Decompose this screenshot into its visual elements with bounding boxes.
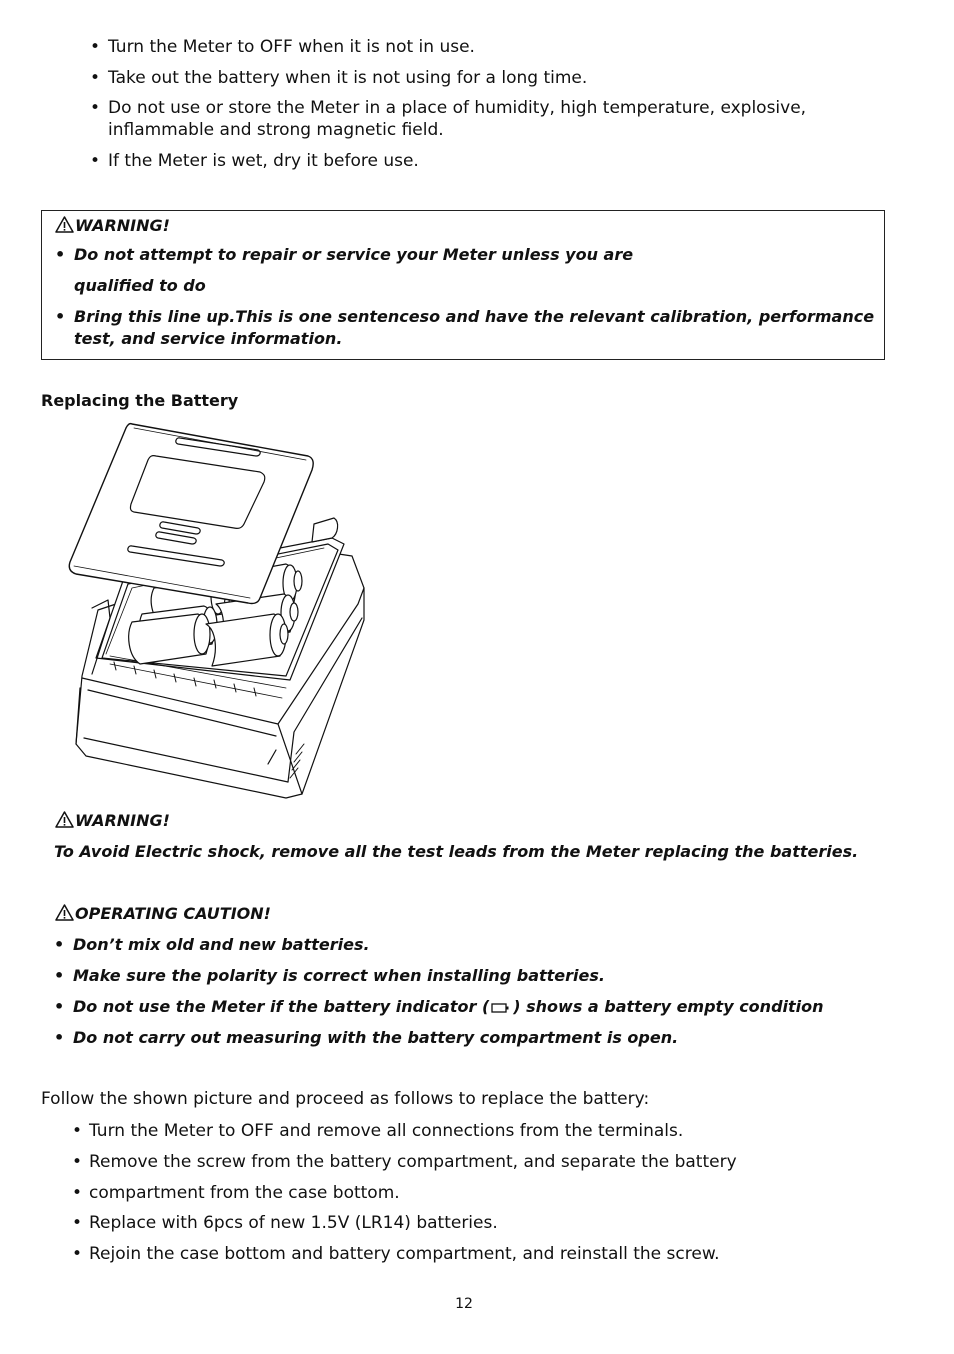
warning-triangle-icon <box>55 811 74 828</box>
warning-box <box>41 210 885 360</box>
bullet: • <box>72 1121 83 1141</box>
bullet: • <box>54 935 65 954</box>
list-item: • Bring this line up.This is one sentenceso and have the relevant calibration, performance test, and service information. <box>55 307 875 348</box>
bullet: • <box>55 245 66 264</box>
procedure-intro: Follow the shown picture and proceed as follows to replace the battery: <box>41 1089 650 1109</box>
warning-list <box>55 244 875 350</box>
caution-title: OPERATING CAUTION! <box>55 904 271 923</box>
list-item: • Turn the Meter to OFF when it is not in use. <box>90 37 475 57</box>
list-item: • Do not attempt to repair or service your Meter unless you are <box>55 245 634 264</box>
list-item: • Don’t mix old and new batteries. <box>54 935 370 954</box>
bullet: • <box>55 307 66 326</box>
list-item-continuation: qualified to do <box>74 276 206 295</box>
battery-compartment-illustration <box>62 418 374 802</box>
list-item: • Do not carry out measuring with the battery compartment is open. <box>54 1028 679 1047</box>
warning-title: WARNING! <box>55 811 170 830</box>
list-item: • compartment from the case bottom. <box>72 1182 400 1203</box>
bullet: • <box>72 1213 83 1234</box>
list-item: • If the Meter is wet, dry it before use. <box>90 150 419 171</box>
bullet: • <box>72 1182 83 1203</box>
bullet: • <box>90 150 101 171</box>
page-number: 12 <box>455 1296 473 1312</box>
battery-empty-icon <box>491 1002 511 1014</box>
bullet: • <box>72 1151 83 1172</box>
list-item: • Remove the screw from the battery compartment, and separate the battery <box>72 1151 737 1172</box>
bullet: • <box>90 37 101 57</box>
list-item: • Turn the Meter to OFF and remove all connections from the terminals. <box>72 1121 684 1141</box>
section-heading: Replacing the Battery <box>41 391 239 410</box>
bullet: • <box>72 1244 83 1265</box>
caution-list <box>54 934 894 1058</box>
bullet: • <box>54 1028 65 1047</box>
warning-triangle-icon <box>55 904 74 921</box>
list-item: • Replace with 6pcs of new 1.5V (LR14) batteries. <box>72 1213 498 1234</box>
bullet: • <box>54 966 65 985</box>
list-item: • Rejoin the case bottom and battery compartment, and reinstall the screw. <box>72 1244 720 1265</box>
procedure-steps <box>72 1120 872 1274</box>
bullet: • <box>54 997 65 1016</box>
warning-title: WARNING! <box>55 216 170 235</box>
warning-text: To Avoid Electric shock, remove all the test leads from the Meter replacing the batteries. <box>54 842 859 861</box>
warning-triangle-icon <box>55 216 74 233</box>
list-item: • Take out the battery when it is not using for a long time. <box>90 67 588 88</box>
care-list <box>90 36 850 180</box>
bullet: • <box>90 67 101 88</box>
list-item: • Do not use the Meter if the battery indicator ( ) shows a battery empty condition <box>54 997 824 1016</box>
list-item: • Make sure the polarity is correct when installing batteries. <box>54 966 605 985</box>
list-item: • Do not use or store the Meter in a place of humidity, high temperature, explosive, inflammable and strong magnetic field. <box>90 98 807 140</box>
bullet: • <box>90 98 101 118</box>
